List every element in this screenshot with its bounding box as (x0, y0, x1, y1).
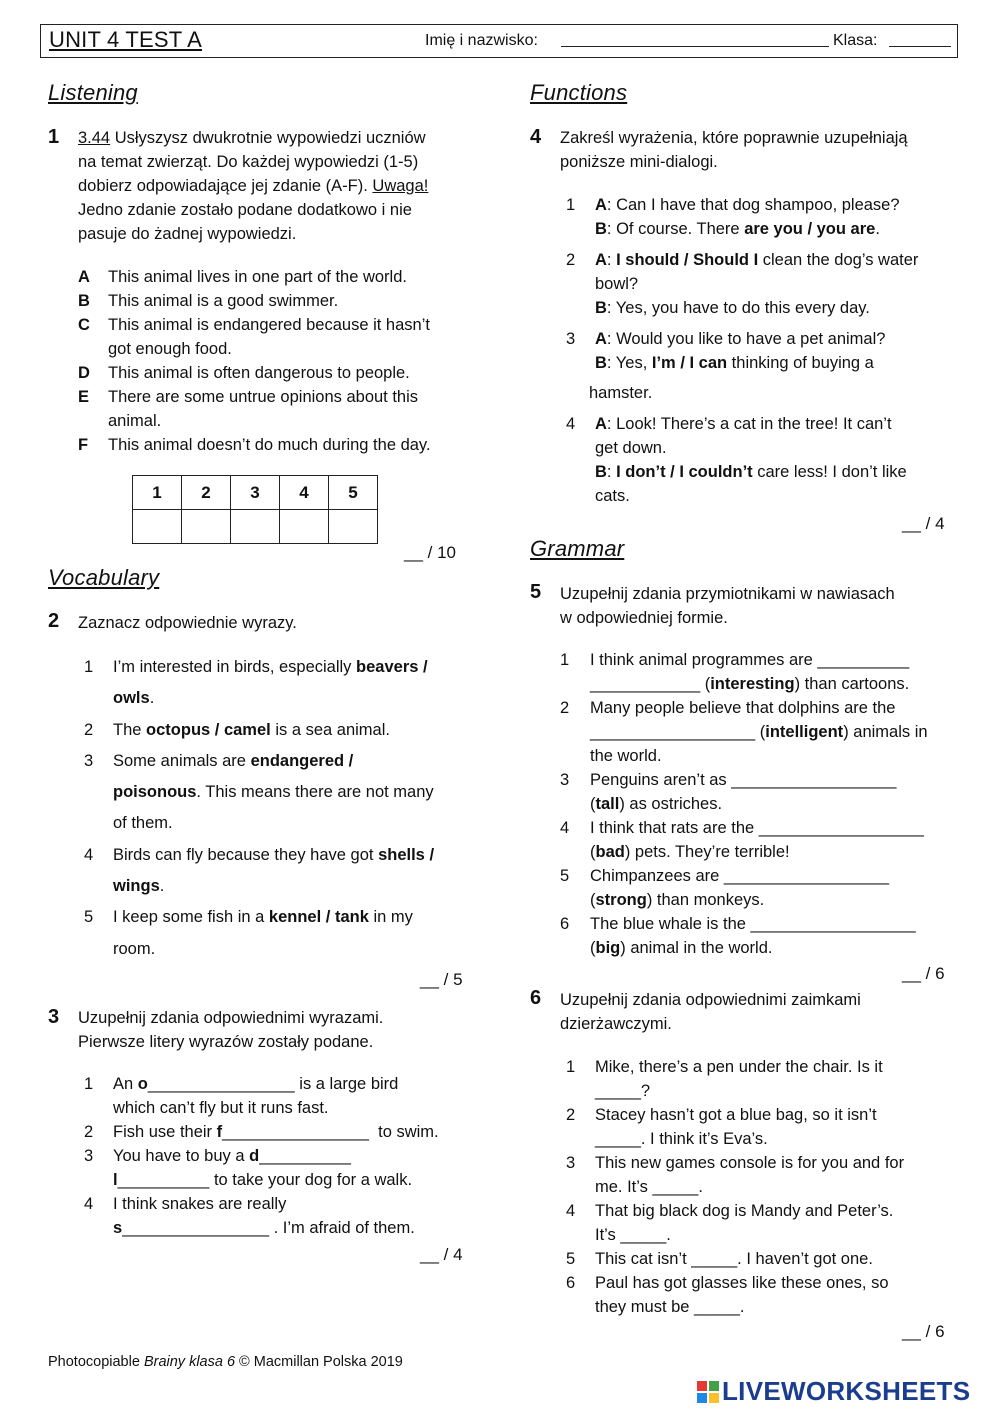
exercise-3-items (84, 1072, 494, 1240)
score-ex3: __ / 4 (420, 1245, 463, 1264)
class-label: Klasa: (833, 32, 878, 49)
exercise-2-items (84, 652, 494, 965)
options-list (78, 265, 498, 457)
choice-option[interactable]: endangered / (250, 751, 354, 770)
list-item: 5 Chimpanzees are __________________ (strong) than monkeys. (560, 867, 890, 909)
answer-cell[interactable] (280, 510, 329, 544)
exercise-1-instruction: 3.44 Usłyszysz dwukrotnie wypowiedzi uczniów na temat zwierząt. Do każdej wypowiedzi (1-5) dobierz odpowiadające jej zdanie (A-F). Uwaga! Jedno zdanie zostało podane dodatkowo i nie pasuje do żadnej wypowiedzi. (78, 129, 429, 243)
answer-cell[interactable] (182, 510, 231, 544)
list-item: 4 A: Look! There’s a cat in the tree! It can’t get down. B: I don’t / I couldn’t care less! I don’t like cats. (566, 415, 907, 505)
choice-option[interactable]: are you / you are (744, 220, 876, 238)
exercise-6-items (566, 1055, 956, 1319)
score-ex2: __ / 5 (420, 970, 463, 989)
list-item: 1 An o________________ is a large bird which can’t fly but it runs fast. (84, 1075, 399, 1117)
list-item: 1 Mike, there’s a pen under the chair. Is it _____? (566, 1058, 883, 1100)
exercise-5-items (560, 648, 960, 960)
list-item: 4 Birds can fly because they have got shells / wings. (84, 845, 435, 896)
list-item: 1 A: Can I have that dog shampoo, please? B: Of course. There are you / you are. (566, 196, 900, 238)
table-header-cell: 4 (280, 476, 329, 510)
exercise-2-instruction: Zaznacz odpowiednie wyrazy. (78, 614, 297, 632)
exercise-4-items (566, 193, 956, 508)
score-ex5: __ / 6 (902, 964, 945, 983)
list-item: F This animal doesn’t do much during the day. (78, 436, 431, 454)
list-item: 4 I think that rats are the __________________ (bad) pets. They’re terrible! (560, 819, 924, 861)
list-item: 4 That big black dog is Mandy and Peter’s. It’s _____. (566, 1202, 894, 1244)
list-item: 5 This cat isn’t _____. I haven’t got one. (566, 1250, 873, 1268)
table-header-cell: 3 (231, 476, 280, 510)
name-label: Imię i nazwisko: (425, 32, 538, 49)
choice-option[interactable]: beavers / (356, 658, 428, 676)
choice-option[interactable]: poisonous (113, 783, 197, 802)
list-item: 6 The blue whale is the __________________ (big) animal in the world. (560, 915, 916, 957)
exercise-number: 6 (530, 987, 542, 1009)
list-item: 1 I think animal programmes are __________ ____________ (interesting) than cartoons. (560, 651, 910, 693)
section-heading-functions: Functions (530, 80, 628, 105)
answer-table (132, 475, 378, 544)
list-item: 6 Paul has got glasses like these ones, so they must be _____. (566, 1274, 889, 1316)
list-item: A This animal lives in one part of the world. (78, 268, 407, 286)
exercise-4-instruction: Zakreśl wyrażenia, które poprawnie uzupełniają poniższe mini-dialogi. (560, 129, 908, 171)
exercise-6-instruction: Uzupełnij zdania odpowiednimi zaimkami dzierżawczymi. (560, 991, 861, 1033)
answer-cell[interactable] (329, 510, 378, 544)
list-item: 3 Penguins aren’t as __________________ (tall) as ostriches. (560, 771, 897, 813)
exercise-number: 2 (48, 610, 60, 632)
list-item: 2 Stacey hasn’t got a blue bag, so it isn’t _____. I think it’s Eva’s. (566, 1106, 877, 1148)
list-item: C This animal is endangered because it hasn’t got enough food. (78, 316, 430, 358)
section-heading-grammar: Grammar (530, 536, 625, 561)
choice-option[interactable]: wings (113, 877, 160, 896)
score-ex4: __ / 4 (902, 514, 945, 533)
answer-cell[interactable] (231, 510, 280, 544)
list-item: B This animal is a good swimmer. (78, 292, 339, 310)
exercise-number: 4 (530, 126, 542, 148)
name-field[interactable] (561, 46, 829, 47)
list-item: 1 I’m interested in birds, especially beavers / owls. (84, 658, 428, 708)
table-header-cell: 1 (133, 476, 182, 510)
exercise-number: 1 (48, 126, 60, 148)
blank-field[interactable]: ________________ (222, 1123, 369, 1141)
answer-cell[interactable] (133, 510, 182, 544)
liveworksheets-logo: LIVEWORKSHEETS (697, 1376, 970, 1407)
exercise-3-instruction: Uzupełnij zdania odpowiednimi wyrazami. Pierwsze litery wyrazów zostały podane. (78, 1009, 384, 1051)
list-item: 2 Fish use their f________________ to swim. (84, 1123, 439, 1141)
track-number: 3.44 (78, 129, 111, 147)
blank-field[interactable]: __________ (259, 1147, 351, 1165)
list-item: D This animal is often dangerous to people. (78, 364, 410, 382)
score-ex6: __ / 6 (902, 1322, 945, 1341)
section-heading-vocabulary: Vocabulary (48, 565, 160, 590)
list-item: 3 This new games console is for you and for me. It’s _____. (566, 1154, 905, 1196)
choice-option[interactable]: octopus / camel (146, 720, 271, 739)
list-item: 2 A: I should / Should I clean the dog’s water bowl? B: Yes, you have to do this every day. (566, 251, 919, 317)
choice-option[interactable]: I’m / I can (651, 354, 728, 372)
choice-option[interactable]: I should / Should I (616, 251, 759, 269)
choice-option[interactable]: I don’t / I couldn’t (616, 463, 753, 481)
list-item: 5 I keep some fish in a kennel / tank in my room. (84, 908, 413, 958)
list-item: 2 The octopus / camel is a sea animal. (84, 720, 390, 739)
blank-field[interactable]: ________________ (147, 1075, 295, 1093)
uwaga-note: Uwaga! (372, 177, 429, 195)
header-box (40, 24, 958, 58)
choice-option[interactable]: kennel / tank (268, 908, 369, 927)
choice-option[interactable]: owls (113, 689, 150, 708)
table-header-cell: 2 (182, 476, 231, 510)
unit-title: UNIT 4 TEST A (49, 27, 202, 52)
list-item: 4 I think snakes are really s________________ . I’m afraid of them. (84, 1195, 415, 1237)
score-ex1: __ / 10 (404, 543, 456, 562)
list-item: 2 Many people believe that dolphins are the __________________ (intelligent) animals in the world. (560, 699, 928, 765)
exercise-number: 3 (48, 1006, 60, 1028)
table-header-cell: 5 (329, 476, 378, 510)
list-item: 3 You have to buy a d__________ l__________ to take your dog for a walk. (84, 1147, 413, 1189)
blank-field[interactable]: __________ (117, 1171, 210, 1189)
section-heading-listening: Listening (48, 80, 138, 105)
class-field[interactable] (889, 46, 951, 47)
exercise-number: 5 (530, 581, 542, 603)
footer-copyright: Photocopiable Brainy klasa 6 © Macmillan Polska 2019 (48, 1354, 403, 1370)
exercise-5-instruction: Uzupełnij zdania przymiotnikami w nawiasach w odpowiedniej formie. (560, 585, 895, 627)
blank-field[interactable]: ________________ (122, 1219, 270, 1237)
choice-option[interactable]: shells / (378, 845, 435, 864)
list-item: E There are some untrue opinions about this animal. (78, 388, 419, 430)
liveworksheets-logo-icon (697, 1381, 719, 1403)
list-item: 3 Some animals are endangered / poisonous. This means there are not many of them. (84, 751, 434, 833)
list-item: 3 A: Would you like to have a pet animal? B: Yes, I’m / I can thinking of buying a hamster. (566, 330, 886, 402)
